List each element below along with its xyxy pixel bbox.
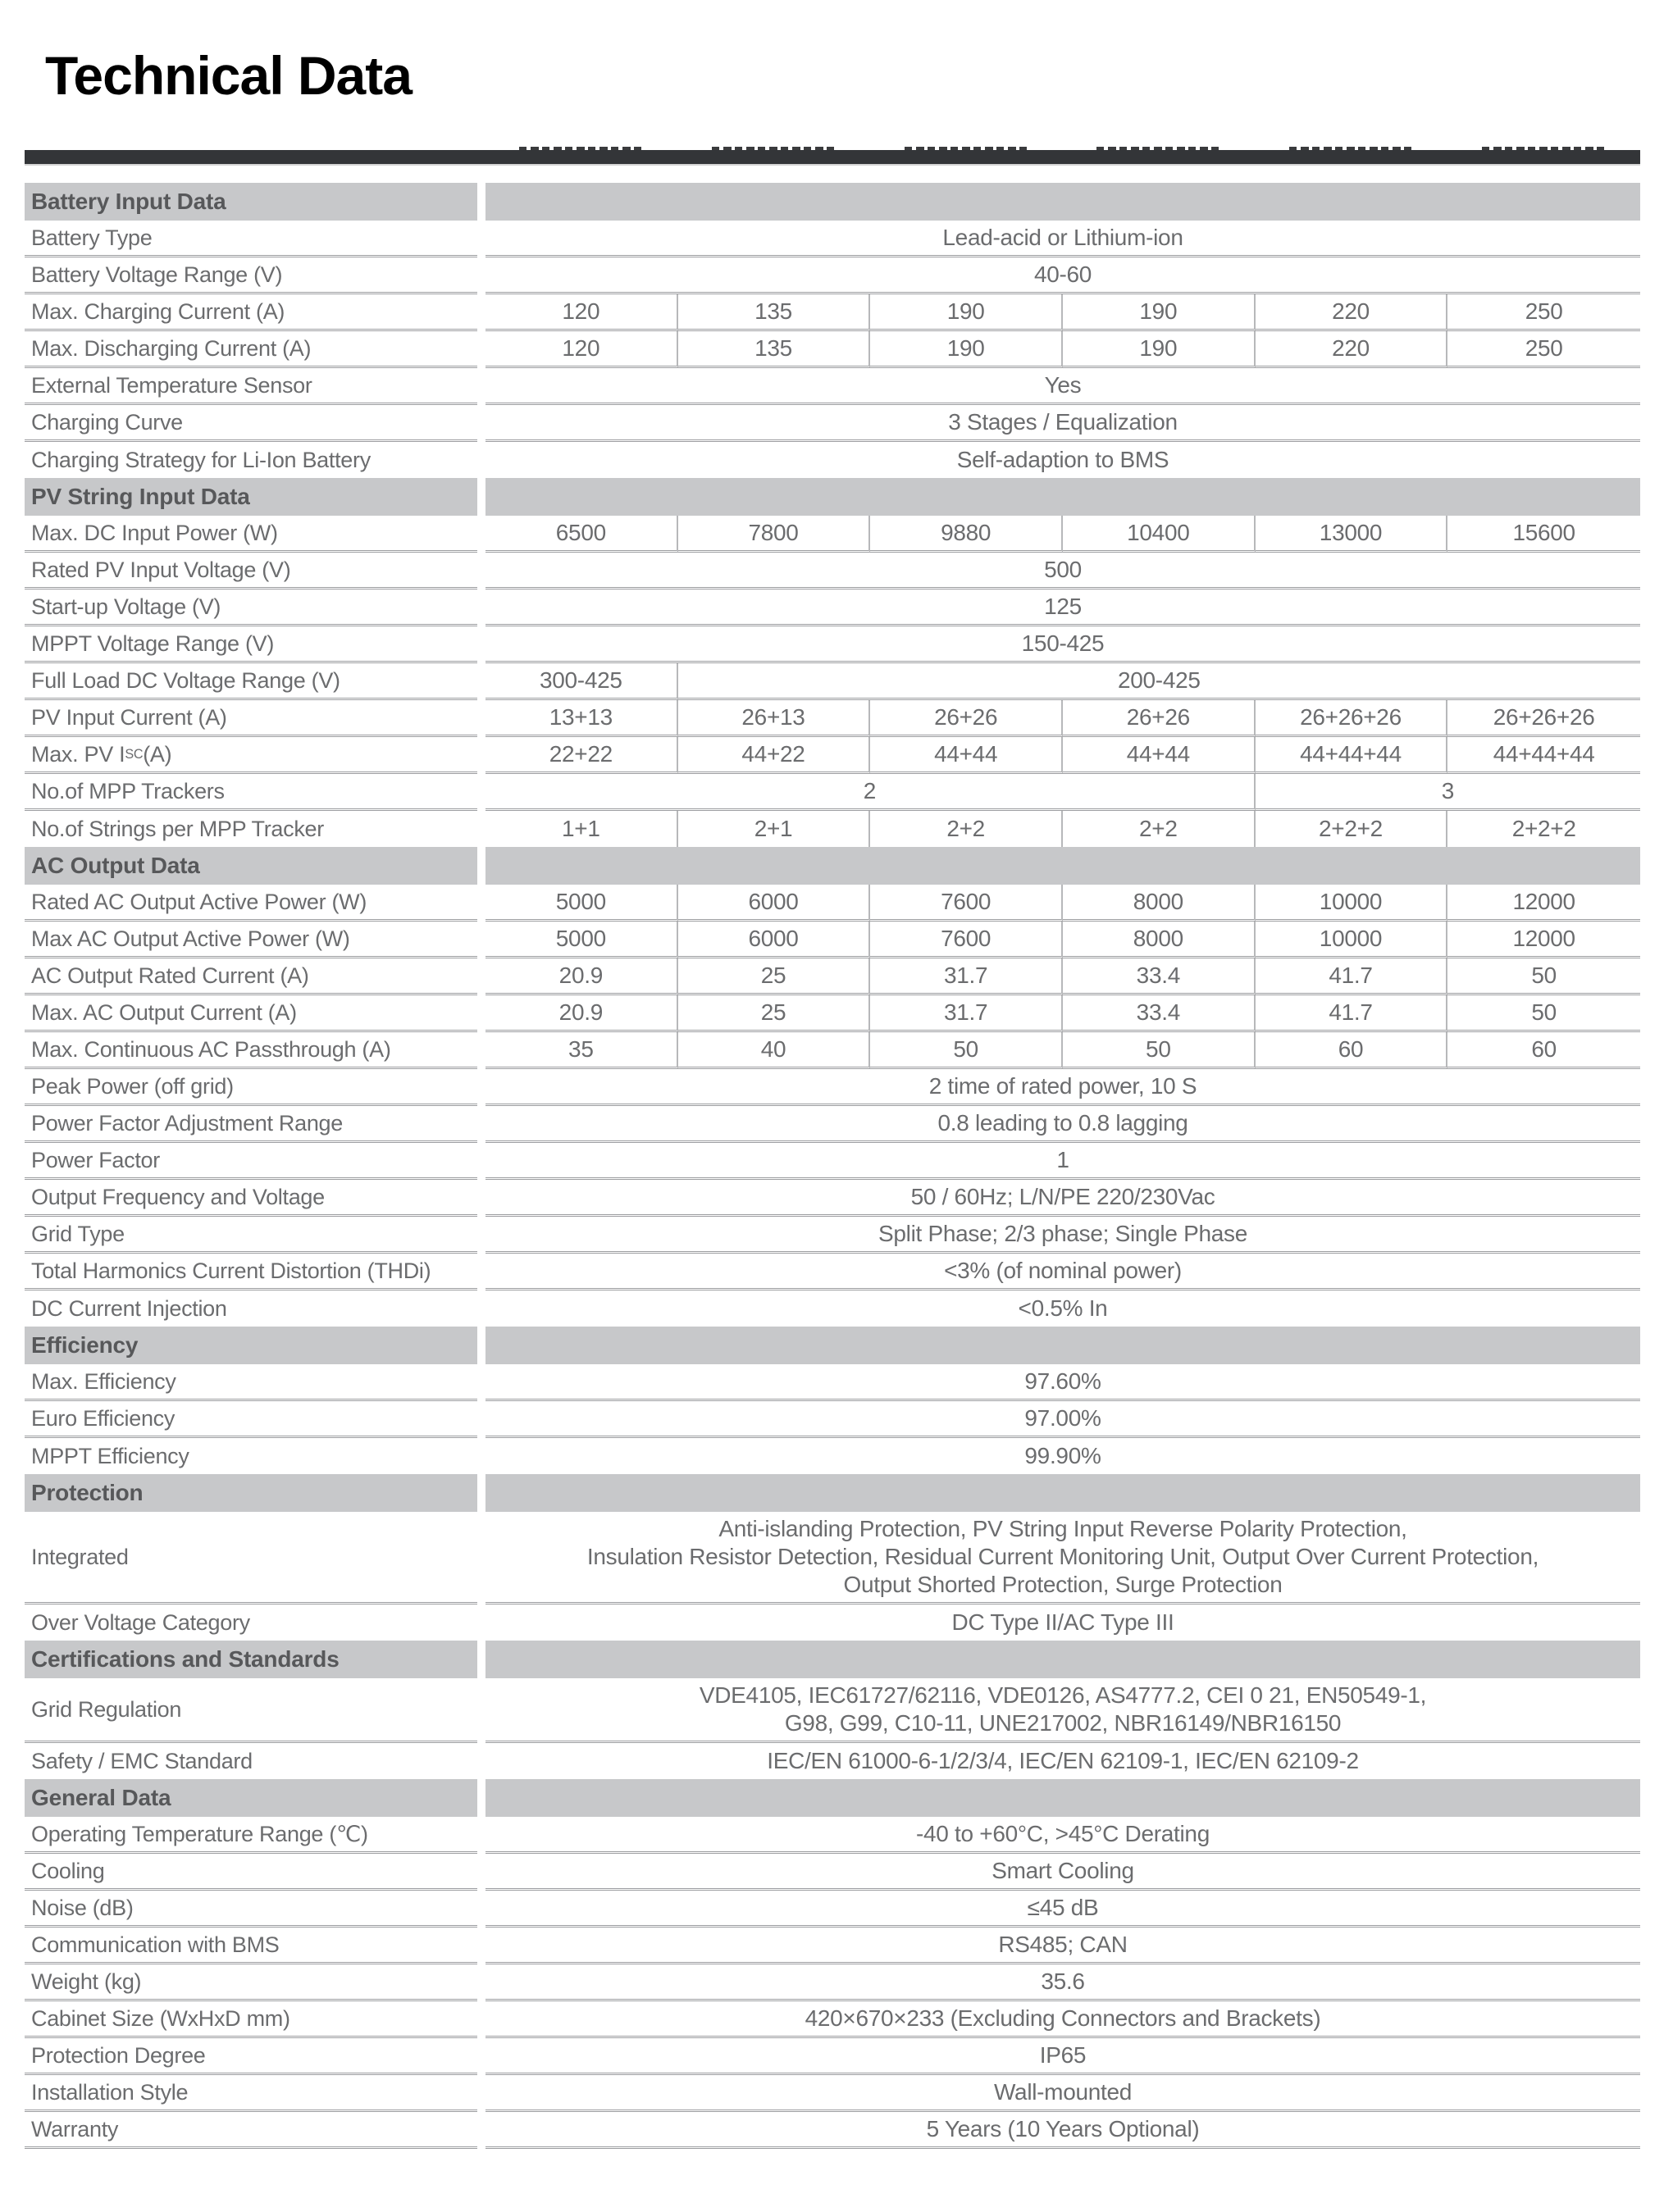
value-cell: 135 — [678, 331, 871, 368]
row-label-max-continuous-ac-passthrough-a: Max. Continuous AC Passthrough (A) — [25, 1032, 477, 1069]
row-label-full-load-dc-voltage-range-v: Full Load DC Voltage Range (V) — [25, 663, 477, 700]
value-cell: 12000 — [1447, 885, 1640, 922]
value-cell: 41.7 — [1256, 958, 1448, 995]
value-cell: 12000 — [1447, 922, 1640, 958]
column-gap — [477, 1604, 485, 1641]
value-line: Insulation Resistor Detection, Residual Current Monitoring Unit, Output Over Current Protection, — [586, 1544, 1539, 1570]
row-label-max-efficiency: Max. Efficiency — [25, 1364, 477, 1401]
value-cell: 35.6 — [485, 1964, 1640, 2001]
value-cell — [485, 1678, 1640, 1743]
section-header-fill — [485, 1474, 1640, 1512]
value-cell: 150-425 — [485, 626, 1640, 663]
row-label-no-of-mpp-trackers: No.of MPP Trackers — [25, 774, 477, 811]
section-header-fill — [485, 1327, 1640, 1364]
row-label-weight-kg: Weight (kg) — [25, 1964, 477, 2001]
value-cell: 40 — [678, 1032, 871, 1069]
value-cell: 6000 — [678, 885, 871, 922]
value-cell: 50 — [1447, 958, 1640, 995]
row-label-over-voltage-category: Over Voltage Category — [31, 1609, 250, 1635]
value-cell: 1+1 — [485, 811, 678, 847]
column-gap — [477, 958, 485, 995]
row-label-safety-emc-standard: Safety / EMC Standard — [31, 1748, 253, 1773]
row-label-total-harmonics-current-distortion-thdi: Total Harmonics Current Distortion (THDi) — [25, 1254, 477, 1290]
value-cell: 200-425 — [678, 663, 1640, 700]
value-cell: 10400 — [1063, 516, 1256, 553]
row-label-dc-current-injection: DC Current Injection — [31, 1295, 227, 1321]
value-cell: 50 / 60Hz; L/N/PE 220/230Vac — [485, 1180, 1640, 1217]
column-gap — [477, 1512, 485, 1604]
column-gap — [477, 885, 485, 922]
model-name-fragment — [712, 147, 836, 150]
column-gap — [477, 1928, 485, 1964]
column-gap — [477, 700, 485, 737]
value-cell: 99.90% — [1024, 1443, 1101, 1469]
column-gap — [477, 553, 485, 589]
column-gap — [477, 995, 485, 1032]
value-cell: Wall-mounted — [485, 2075, 1640, 2112]
value-cell: 44+44 — [1063, 737, 1256, 774]
column-gap — [477, 478, 485, 516]
row-label-external-temperature-sensor: External Temperature Sensor — [25, 368, 477, 405]
row-label-battery-voltage-range-v: Battery Voltage Range (V) — [25, 257, 477, 294]
value-cell: 50 — [1447, 995, 1640, 1032]
value-cell: ≤45 dB — [485, 1891, 1640, 1928]
value-cell: 10000 — [1256, 885, 1448, 922]
value-cell: 5 Years (10 Years Optional) — [485, 2112, 1640, 2149]
model-name-fragment — [1096, 147, 1221, 150]
column-gap — [477, 1401, 485, 1438]
section-header-general-data: General Data — [25, 1779, 477, 1817]
column-gap — [477, 1327, 485, 1364]
value-cell: 125 — [485, 589, 1640, 626]
value-cell: 13+13 — [485, 700, 678, 737]
value-cell: 41.7 — [1256, 995, 1448, 1032]
value-cell: 22+22 — [485, 737, 678, 774]
row-label-euro-efficiency: Euro Efficiency — [25, 1401, 477, 1438]
row-label-mppt-voltage-range-v: MPPT Voltage Range (V) — [25, 626, 477, 663]
value-cell: 26+26 — [870, 700, 1063, 737]
value-cell: 25 — [678, 958, 871, 995]
row-label-noise-db: Noise (dB) — [25, 1891, 477, 1928]
value-cell: 20.9 — [485, 958, 678, 995]
row-label-communication-with-bms: Communication with BMS — [25, 1928, 477, 1964]
column-gap — [477, 1032, 485, 1069]
value-cell: 250 — [1447, 331, 1640, 368]
model-name-fragment — [905, 147, 1029, 150]
value-cell: Split Phase; 2/3 phase; Single Phase — [485, 1217, 1640, 1254]
value-line: Output Shorted Protection, Surge Protection — [843, 1572, 1283, 1598]
row-label-max-ac-output-active-power-w: Max AC Output Active Power (W) — [25, 922, 477, 958]
value-cell: <0.5% In — [1018, 1295, 1108, 1322]
value-cell: IP65 — [485, 2038, 1640, 2075]
section-header-pv-string-input-data: PV String Input Data — [25, 478, 477, 516]
column-gap — [477, 663, 485, 700]
row-label-integrated: Integrated — [25, 1512, 477, 1604]
column-gap — [477, 1854, 485, 1891]
column-gap — [477, 1641, 485, 1678]
row-label-part: Max. PV I — [31, 741, 125, 767]
column-gap — [477, 2075, 485, 2112]
value-cell: DC Type II/AC Type III — [951, 1609, 1174, 1636]
section-header-fill — [485, 478, 1640, 516]
value-cell: 97.00% — [485, 1401, 1640, 1438]
value-cell: 10000 — [1256, 922, 1448, 958]
value-cell: 120 — [485, 331, 678, 368]
value-cell: 2+2 — [870, 811, 1063, 847]
column-gap — [477, 1106, 485, 1143]
row-label-operating-temperature-range: Operating Temperature Range (℃) — [25, 1817, 477, 1854]
column-gap — [477, 1779, 485, 1817]
value-cell: 220 — [1256, 331, 1448, 368]
value-cell: 33.4 — [1063, 995, 1256, 1032]
value-cell: 40-60 — [485, 257, 1640, 294]
column-gap — [477, 589, 485, 626]
column-gap — [477, 331, 485, 368]
value-cell: 44+44+44 — [1256, 737, 1448, 774]
row-label-mppt-efficiency: MPPT Efficiency — [31, 1443, 189, 1468]
value-cell: 60 — [1447, 1032, 1640, 1069]
column-gap — [477, 2001, 485, 2038]
value-cell: 9880 — [870, 516, 1063, 553]
value-cell: 220 — [1256, 294, 1448, 331]
value-cell: 44+22 — [678, 737, 871, 774]
technical-data-table-wrap — [25, 183, 1640, 2149]
row-label-grid-regulation: Grid Regulation — [25, 1678, 477, 1743]
column-gap — [477, 737, 485, 774]
value-cell: Lead-acid or Lithium-ion — [485, 221, 1640, 257]
value-cell: 31.7 — [870, 958, 1063, 995]
value-cell: Self-adaption to BMS — [956, 447, 1169, 473]
column-gap — [477, 774, 485, 811]
row-label-charging-strategy-for-li-ion-battery: Charging Strategy for Li-Ion Battery — [31, 447, 371, 472]
value-cell: 25 — [678, 995, 871, 1032]
section-header-certifications-and-standards: Certifications and Standards — [25, 1641, 477, 1678]
column-gap — [477, 1290, 485, 1327]
row-label-peak-power-off-grid: Peak Power (off grid) — [25, 1069, 477, 1106]
row-label-charging-curve: Charging Curve — [25, 405, 477, 442]
row-label-max-pv-i: Max. PV I SC (A) — [25, 737, 477, 774]
value-cell: 3 Stages / Equalization — [485, 405, 1640, 442]
row-label-max-ac-output-current-a: Max. AC Output Current (A) — [25, 995, 477, 1032]
row-label-rated-pv-input-voltage-v: Rated PV Input Voltage (V) — [25, 553, 477, 589]
value-line: VDE4105, IEC61727/62116, VDE0126, AS4777.2, CEI 0 21, EN50549-1, — [699, 1682, 1427, 1709]
value-cell: 31.7 — [870, 995, 1063, 1032]
row-label-cooling: Cooling — [25, 1854, 477, 1891]
column-gap — [477, 1254, 485, 1290]
section-header-battery-input-data: Battery Input Data — [25, 183, 477, 221]
column-gap — [477, 1964, 485, 2001]
value-cell: 2+1 — [678, 811, 871, 847]
value-cell: 44+44+44 — [1447, 737, 1640, 774]
model-name-fragment — [519, 147, 644, 150]
section-header-ac-output-data: AC Output Data — [25, 847, 477, 885]
column-gap — [477, 1217, 485, 1254]
column-gap — [477, 922, 485, 958]
column-gap — [477, 626, 485, 663]
value-cell: 26+26+26 — [1256, 700, 1448, 737]
column-gap — [477, 405, 485, 442]
section-header-efficiency: Efficiency — [25, 1327, 477, 1364]
column-gap — [477, 183, 485, 221]
row-label-max-charging-current-a: Max. Charging Current (A) — [25, 294, 477, 331]
column-gap — [477, 2038, 485, 2075]
value-cell: 500 — [485, 553, 1640, 589]
value-cell: 60 — [1256, 1032, 1448, 1069]
section-header-fill — [485, 847, 1640, 885]
page-title: Technical Data — [45, 45, 412, 106]
model-name-fragment — [1289, 147, 1414, 150]
value-cell: 2 — [485, 774, 1256, 811]
row-label-installation-style: Installation Style — [25, 2075, 477, 2112]
value-cell: 2+2 — [1063, 811, 1256, 847]
value-cell: 0.8 leading to 0.8 lagging — [485, 1106, 1640, 1143]
value-cell: 2 time of rated power, 10 S — [485, 1069, 1640, 1106]
row-label-max-discharging-current-a: Max. Discharging Current (A) — [25, 331, 477, 368]
row-label-cabinet-size-wxhxd-mm: Cabinet Size (WxHxD mm) — [25, 2001, 477, 2038]
section-header-protection: Protection — [25, 1474, 477, 1512]
value-cell: 190 — [1063, 294, 1256, 331]
row-label-output-frequency-and-voltage: Output Frequency and Voltage — [25, 1180, 477, 1217]
column-gap — [477, 257, 485, 294]
column-gap — [477, 442, 485, 478]
value-cell: <3% (of nominal power) — [485, 1254, 1640, 1290]
row-label-rated-ac-output-active-power-w: Rated AC Output Active Power (W) — [25, 885, 477, 922]
column-gap — [477, 221, 485, 257]
value-cell: 3 — [1256, 774, 1640, 811]
column-gap — [477, 1678, 485, 1743]
column-gap — [477, 1438, 485, 1474]
row-label-start-up-voltage-v: Start-up Voltage (V) — [25, 589, 477, 626]
value-cell: 44+44 — [870, 737, 1063, 774]
value-line: Anti-islanding Protection, PV String Input Reverse Polarity Protection, — [718, 1516, 1407, 1542]
column-gap — [477, 1364, 485, 1401]
value-cell: 190 — [870, 331, 1063, 368]
value-cell: Yes — [485, 368, 1640, 405]
row-label-grid-type: Grid Type — [25, 1217, 477, 1254]
value-cell: 5000 — [485, 922, 678, 958]
row-label-power-factor: Power Factor — [25, 1143, 477, 1180]
model-name-fragment — [1482, 147, 1607, 150]
value-cell: 120 — [485, 294, 678, 331]
value-cell: 97.60% — [485, 1364, 1640, 1401]
column-gap — [477, 294, 485, 331]
value-cell: 6500 — [485, 516, 678, 553]
value-cell: RS485; CAN — [485, 1928, 1640, 1964]
row-label-protection-degree: Protection Degree — [25, 2038, 477, 2075]
row-label-no-of-strings-per-mpp-tracker: No.of Strings per MPP Tracker — [31, 816, 324, 841]
value-cell: 26+13 — [678, 700, 871, 737]
row-label-power-factor-adjustment-range: Power Factor Adjustment Range — [25, 1106, 477, 1143]
value-cell: 190 — [870, 294, 1063, 331]
value-cell: 20.9 — [485, 995, 678, 1032]
value-cell: 190 — [1063, 331, 1256, 368]
value-cell: 7600 — [870, 885, 1063, 922]
value-line: G98, G99, C10-11, UNE217002, NBR16149/NBR16150 — [784, 1710, 1342, 1736]
value-cell: 26+26 — [1063, 700, 1256, 737]
value-cell: 6000 — [678, 922, 871, 958]
column-gap — [477, 1143, 485, 1180]
section-header-fill — [485, 1641, 1640, 1678]
value-cell: 13000 — [1256, 516, 1448, 553]
row-label-pv-input-current-a: PV Input Current (A) — [25, 700, 477, 737]
value-cell: 33.4 — [1063, 958, 1256, 995]
value-cell: 26+26+26 — [1447, 700, 1640, 737]
value-cell — [485, 1512, 1640, 1604]
column-gap — [477, 1743, 485, 1779]
value-cell: 1 — [485, 1143, 1640, 1180]
value-cell: 420×670×233 (Excluding Connectors and Brackets) — [485, 2001, 1640, 2038]
row-label-part: (A) — [143, 741, 172, 767]
value-cell: IEC/EN 61000-6-1/2/3/4, IEC/EN 62109-1, IEC/EN 62109-2 — [767, 1748, 1359, 1774]
column-gap — [477, 516, 485, 553]
row-label-warranty: Warranty — [25, 2112, 477, 2149]
value-cell: 50 — [1063, 1032, 1256, 1069]
column-gap — [477, 1474, 485, 1512]
models-header-bar — [25, 150, 1640, 166]
value-cell: 2+2+2 — [1256, 811, 1448, 847]
value-cell: 2+2+2 — [1511, 816, 1576, 842]
value-cell: 250 — [1447, 294, 1640, 331]
section-header-fill — [485, 1779, 1640, 1817]
value-cell: 15600 — [1447, 516, 1640, 553]
value-cell: 8000 — [1063, 922, 1256, 958]
row-label-battery-type: Battery Type — [25, 221, 477, 257]
value-cell: 135 — [678, 294, 871, 331]
row-label-ac-output-rated-current-a: AC Output Rated Current (A) — [25, 958, 477, 995]
value-cell: 5000 — [485, 885, 678, 922]
value-cell: 50 — [870, 1032, 1063, 1069]
column-gap — [477, 368, 485, 405]
column-gap — [477, 1891, 485, 1928]
value-cell: 35 — [485, 1032, 678, 1069]
column-gap — [477, 811, 485, 847]
column-gap — [477, 1069, 485, 1106]
column-gap — [477, 1817, 485, 1854]
row-label-max-dc-input-power-w: Max. DC Input Power (W) — [25, 516, 477, 553]
column-gap — [477, 1180, 485, 1217]
value-cell: 8000 — [1063, 885, 1256, 922]
value-cell: 300-425 — [485, 663, 678, 700]
value-cell: 7600 — [870, 922, 1063, 958]
section-header-fill — [485, 183, 1640, 221]
technical-data-table — [25, 183, 1640, 2149]
value-cell: -40 to +60°C, >45°C Derating — [485, 1817, 1640, 1854]
value-cell: Smart Cooling — [485, 1854, 1640, 1891]
column-gap — [477, 847, 485, 885]
value-cell: 7800 — [678, 516, 871, 553]
column-gap — [477, 2112, 485, 2149]
